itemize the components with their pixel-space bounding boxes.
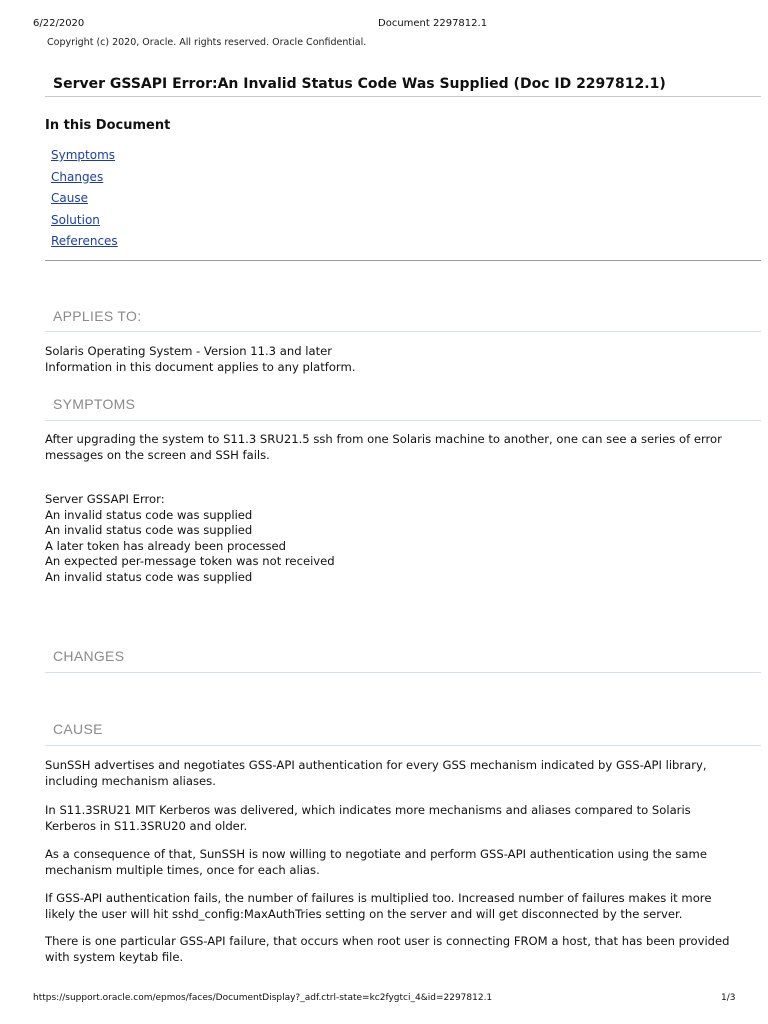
page-header-date: 6/22/2020 xyxy=(33,18,85,29)
applies-to-line: Solaris Operating System - Version 11.3 and later xyxy=(45,344,333,358)
applies-to-line: Information in this document applies to any platform. xyxy=(45,359,356,374)
changes-heading: CHANGES xyxy=(53,648,125,664)
error-line: Server GSSAPI Error: xyxy=(45,492,165,506)
applies-to-heading: APPLIES TO: xyxy=(53,308,142,324)
footer-url: https://support.oracle.com/epmos/faces/DocumentDisplay?_adf.ctrl-state=kc2fygtci_4&id=2297812.1 xyxy=(33,993,493,1003)
toc-item xyxy=(51,191,118,213)
toc-divider xyxy=(45,260,761,261)
cause-paragraph: SunSSH advertises and negotiates GSS-API authentication for every GSS mechanism indicated by GSS-API library, including mechanism aliases. xyxy=(45,758,707,788)
error-line: An expected per-message token was not received xyxy=(45,554,335,568)
symptoms-heading: SYMPTOMS xyxy=(53,396,136,412)
document-title: Server GSSAPI Error:An Invalid Status Code Was Supplied (Doc ID 2297812.1) xyxy=(53,76,666,92)
footer-page-number: 1/3 xyxy=(721,993,736,1003)
cause-paragraph: If GSS-API authentication fails, the number of failures is multiplied too. Increased number of failures makes it more likely the user will hit sshd_config:MaxAuthTries setting on the server and will get disconnected by the server. xyxy=(45,891,712,921)
symptoms-paragraph: After upgrading the system to S11.3 SRU21.5 ssh from one Solaris machine to another, one can see a series of error messages on the screen and SSH fails. xyxy=(45,432,722,462)
toc-item xyxy=(51,213,118,235)
title-divider xyxy=(45,96,761,97)
error-line: An invalid status code was supplied xyxy=(45,523,253,537)
page-header-doc-title: Document 2297812.1 xyxy=(378,18,488,29)
toc-item xyxy=(51,170,118,192)
applies-to-divider xyxy=(45,331,761,332)
error-line: An invalid status code was supplied xyxy=(45,569,253,584)
toc-link-cause[interactable]: Cause xyxy=(51,191,88,205)
cause-heading: CAUSE xyxy=(53,721,103,737)
applies-to-text xyxy=(45,344,735,375)
error-line: An invalid status code was supplied xyxy=(45,507,253,522)
cause-divider xyxy=(45,745,761,746)
cause-paragraph: In S11.3SRU21 MIT Kerberos was delivered, which indicates more mechanisms and aliases compared to Solaris Kerberos in S11.3SRU20 and older. xyxy=(45,803,691,833)
toc-link-solution[interactable]: Solution xyxy=(51,212,100,227)
toc-list xyxy=(51,148,118,256)
symptoms-error-list xyxy=(45,492,735,585)
toc-item xyxy=(51,234,118,256)
toc-heading: In this Document xyxy=(45,118,171,133)
toc-link-changes[interactable]: Changes xyxy=(51,169,104,184)
toc-link-symptoms[interactable]: Symptoms xyxy=(51,148,116,162)
copyright-notice: Copyright (c) 2020, Oracle. All rights reserved. Oracle Confidential. xyxy=(47,37,367,48)
cause-paragraph: There is one particular GSS-API failure, that occurs when root user is connecting FROM a host, that has been provided with system keytab file. xyxy=(45,934,730,964)
toc-item xyxy=(51,148,118,170)
changes-divider xyxy=(45,672,761,673)
error-line: A later token has already been processed xyxy=(45,538,287,553)
cause-paragraph: As a consequence of that, SunSSH is now willing to negotiate and perform GSS-API authentication using the same mechanism multiple times, once for each alias. xyxy=(45,847,707,877)
symptoms-divider xyxy=(45,420,761,421)
toc-link-references[interactable]: References xyxy=(51,234,118,248)
